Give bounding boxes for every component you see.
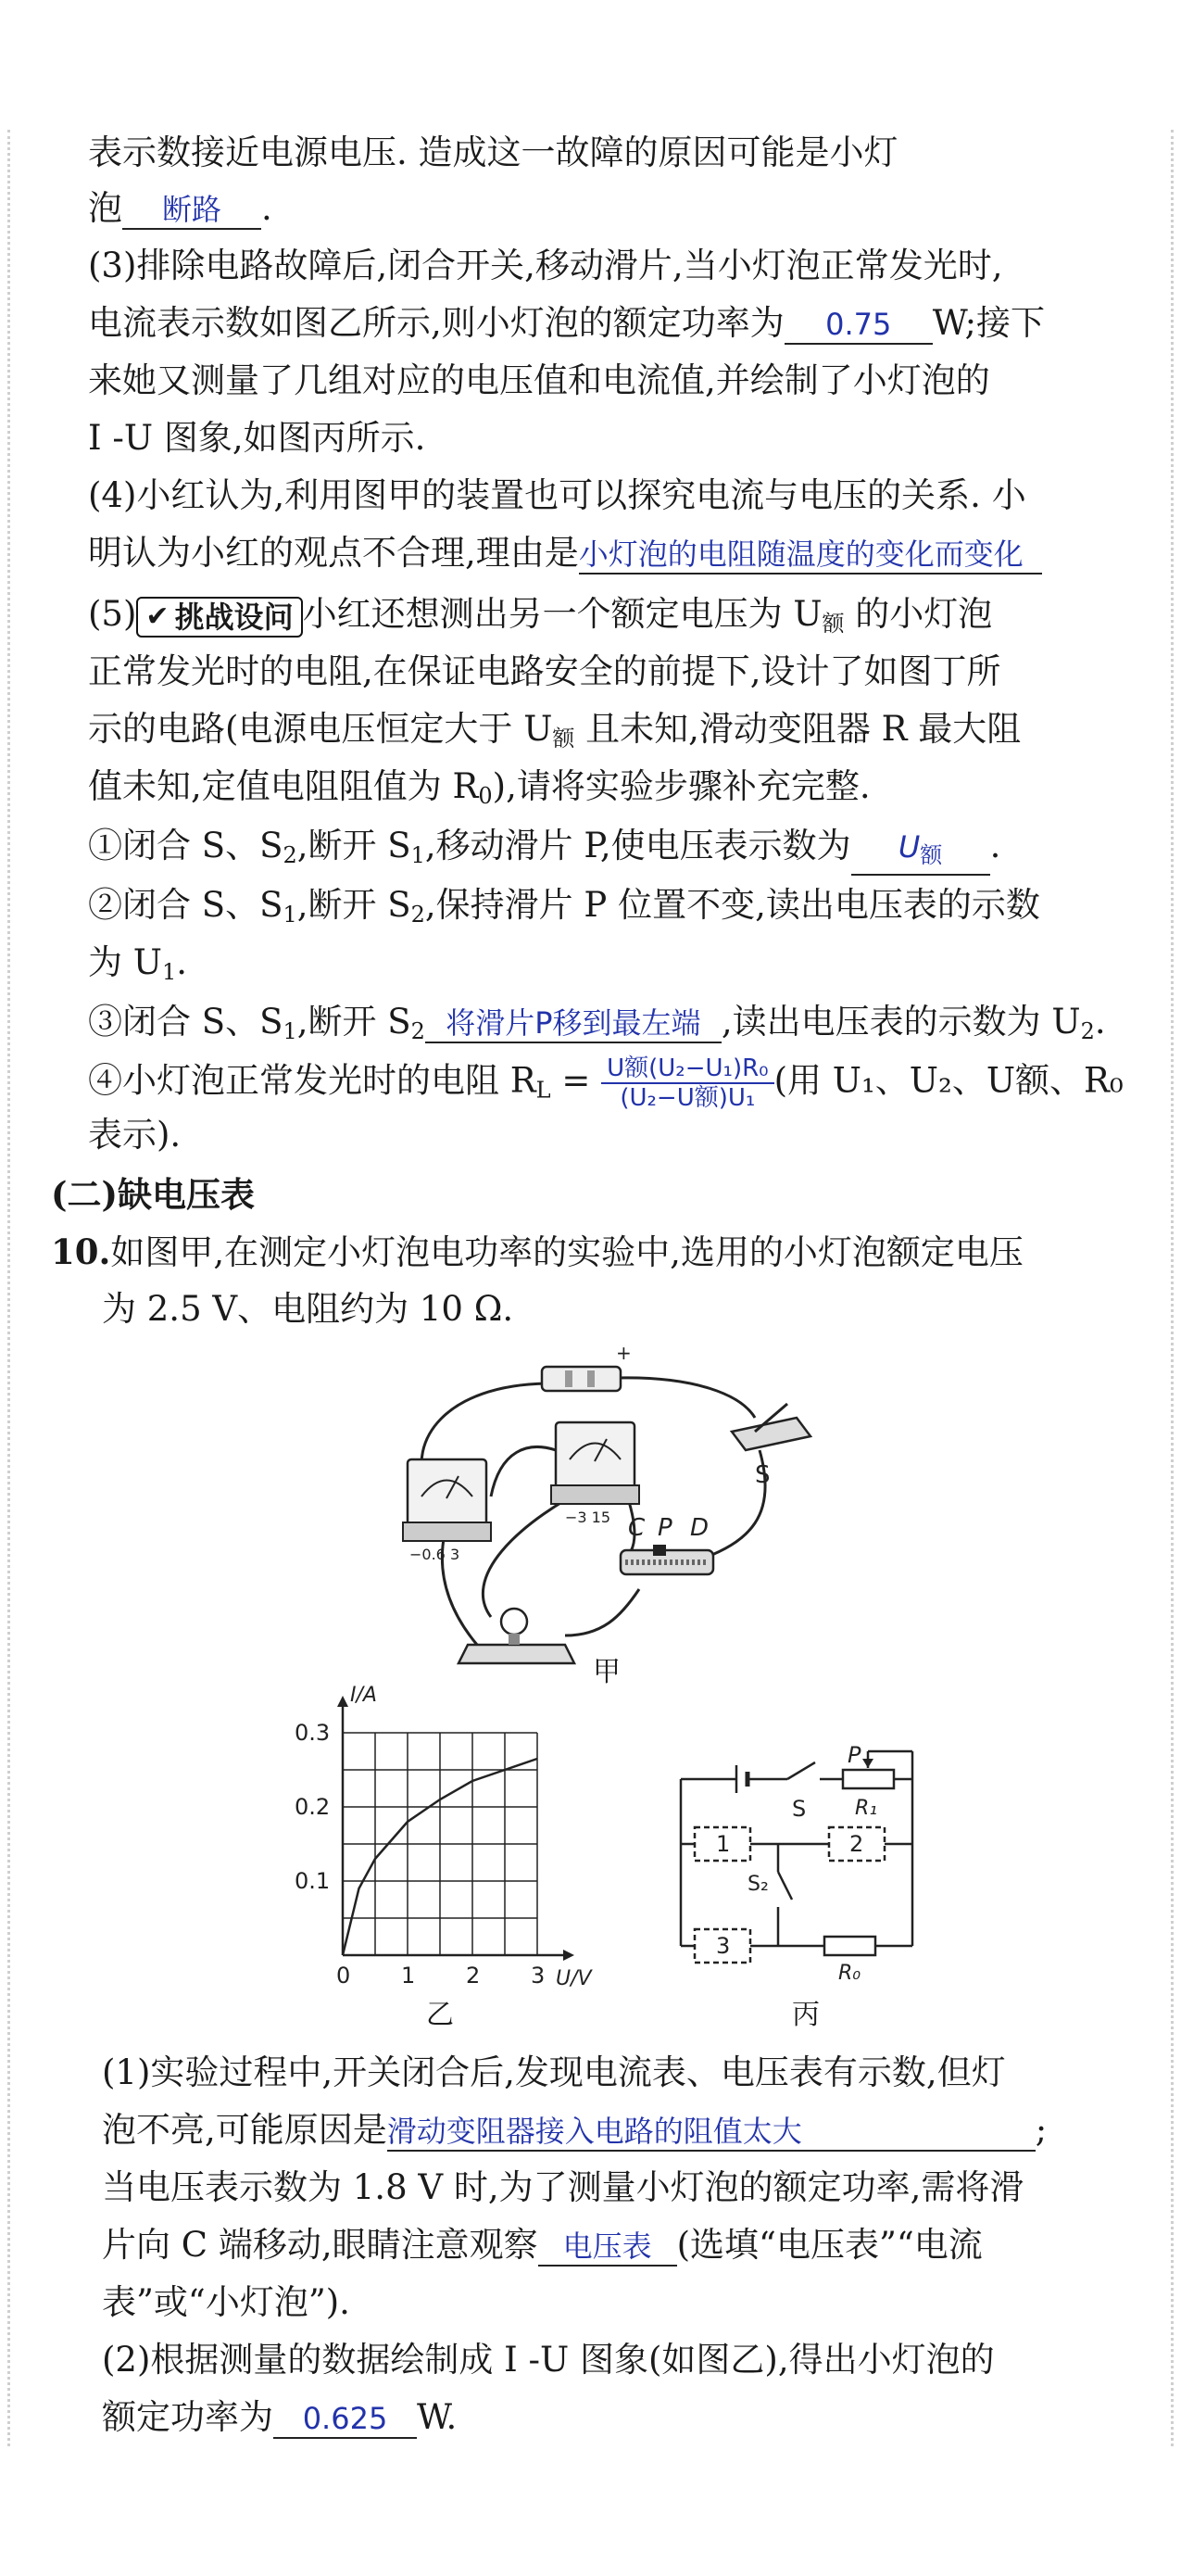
figure-jia-circuit [389, 1339, 852, 1673]
y-axis-label: I/A [350, 1684, 377, 1707]
q9-p5-line-4: 值未知,定值电阻阻值为 $R_0$),请将实验步骤补充完整. [88, 766, 871, 809]
q9-p3-line-2: 电流表示数如图乙所示,则小灯泡的额定功率为 0.75 W;接下 [88, 303, 1046, 343]
q9-p3-line-1: (3)排除电路故障后,闭合开关,移动滑片,当小灯泡正常发光时, [88, 246, 1003, 285]
q9-p5-line-3: 示的电路(电源电压恒定大于 $U_额$ 且未知,滑动变阻器 R 最大阻 [88, 709, 1022, 751]
q9-p5-line-2: 正常发光时的电阻,在保证电路安全的前提下,设计了如图丁所 [88, 651, 1001, 691]
q9-p4-line-2: 明认为小红的观点不合理,理由是小灯泡的电阻随温度的变化而变化 [88, 530, 1042, 576]
battery-plus-label: + [616, 1342, 632, 1364]
y-axis-arrow [337, 1696, 348, 1707]
voltmeter-scale-label: −3 15 [565, 1509, 611, 1526]
figure-yi-caption: 乙 [426, 1999, 454, 2031]
schematic-r1-label: R₁ [855, 1797, 878, 1820]
q10-p1-line-4: 片向 C 端移动,眼睛注意观察 电压表 (选填“电压表”“电流 [102, 2225, 983, 2265]
q10-p2-line-2: 额定功率为 0.625 W. [102, 2397, 458, 2437]
schematic-box-1: 1 [716, 1831, 731, 1857]
challenge-badge: ✔ 挑战设问 [136, 597, 302, 638]
schematic-box-2: 2 [849, 1831, 864, 1857]
q9-step-4-line-2: 表示). [88, 1115, 182, 1155]
q9-line-1: 表示数接近电源电压. 造成这一故障的原因可能是小灯 [88, 133, 898, 172]
q9-step-3: ③闭合 S、$S_1$,断开 $S_2$ 将滑片P移到最左端 ,读出电压表的示数为 $U_2$. [88, 1002, 1106, 1044]
q10-p1-line-2: 泡不亮,可能原因是滑动变阻器接入电路的阻值太大 ; [102, 2110, 1048, 2150]
schematic-p-label: P [848, 1742, 861, 1768]
answer-power: 0.75 [825, 307, 892, 342]
answer-observe: 电压表 [562, 2229, 652, 2264]
q10-line-2: 为 2.5 V、电阻约为 10 Ω. [102, 1289, 514, 1329]
figure-bing-caption: 丙 [792, 1999, 820, 2031]
answer-step3: 将滑片P移到最左端 [446, 1005, 701, 1041]
q10-p1-line-5: 表”或“小灯泡”). [102, 2282, 350, 2322]
section-heading: (二)缺电压表 [51, 1174, 256, 1215]
schematic-box-3: 3 [716, 1933, 731, 1959]
q9-step-4: ④小灯泡正常发光时的电阻 $R_L$ = $\frac{\text{U额(U₂−U₁)R₀}}{\text{(U₂−U额)U₁}}$ (用 U₁、U₂、U额、R₀ [88, 1054, 1124, 1112]
schematic-r0-label: R₀ [838, 1962, 861, 1985]
switch-label: S [755, 1461, 771, 1489]
q9-p3-line-3: 来她又测量了几组对应的电压值和电流值,并绘制了小灯泡的 [88, 360, 990, 400]
answer-resistance-fraction: $\frac{\text{U额(U₂−U₁)R₀}}{\text{(U₂−U额)U₁}}$ [601, 1054, 774, 1112]
figure-bing-schematic [662, 1742, 940, 1983]
q9-p5-line-1: (5) ✔ 挑战设问 小红还想测出另一个额定电压为 $U_额$ 的小灯泡 [88, 591, 992, 647]
rheostat-c-label: C [628, 1514, 646, 1542]
q9-step-2-line-2: 为 $U_1$. [88, 942, 187, 985]
answer-cause: 滑动变阻器接入电路的阻值太大 [386, 2114, 802, 2149]
q9-step-2: ②闭合 S、$S_1$,断开 $S_2$,保持滑片 P 位置不变,读出电压表的示数 [88, 885, 1040, 928]
figure-jia-caption: 甲 [593, 1656, 621, 1688]
answer-power2: 0.625 [302, 2401, 388, 2436]
answer-fault: 断路 [161, 192, 221, 227]
rheostat-d-label: D [690, 1514, 710, 1542]
y-tick-label: 0.2 [295, 1794, 331, 1820]
q10-p2-line-1: (2)根据测量的数据绘制成 I -U 图象(如图乙),得出小灯泡的 [102, 2340, 995, 2380]
ammeter-scale-label: −0.6 3 [409, 1546, 460, 1563]
x-tick-label: 3 [531, 1963, 546, 1989]
figure-yi-iu-chart [287, 1684, 602, 1992]
q10-line-1: 10.如图甲,在测定小灯泡电功率的实验中,选用的小灯泡额定电压 [51, 1231, 1024, 1272]
q9-p4-line-1: (4)小红认为,利用图甲的装置也可以探究电流与电压的关系. 小 [88, 475, 1026, 515]
x-tick-label: 0 [336, 1963, 351, 1989]
q9-p3-line-4: I -U 图象,如图丙所示. [88, 418, 426, 458]
y-tick-label: 0.3 [295, 1720, 331, 1746]
schematic-s-label: S [792, 1796, 807, 1822]
q10-p1-line-1: (1)实验过程中,开关闭合后,发现电流表、电压表有示数,但灯 [102, 2052, 1006, 2092]
q9-step-1: ①闭合 S、$S_2$,断开 $S_1$,移动滑片 P,使电压表示数为 $U_额$ . [88, 823, 1000, 878]
x-tick-label: 2 [466, 1963, 481, 1989]
y-tick-label: 0.1 [295, 1868, 331, 1894]
right-margin-dots [1171, 130, 1174, 2446]
q9-line-2: 泡 断路 . [88, 188, 272, 228]
left-margin-dots [7, 130, 10, 2446]
checkmark-icon: ✔ [145, 600, 170, 633]
x-axis-label: U/V [556, 1967, 592, 1990]
schematic-s2-label: S₂ [748, 1873, 769, 1896]
rheostat-p-label: P [658, 1514, 672, 1542]
x-tick-label: 1 [401, 1963, 416, 1989]
answer-step1: $U_额$ [898, 829, 943, 868]
x-axis-arrow [563, 1950, 574, 1961]
q10-p1-line-3: 当电压表示数为 1.8 V 时,为了测量小灯泡的额定功率,需将滑 [102, 2167, 1024, 2207]
answer-reason: 小灯泡的电阻随温度的变化而变化 [578, 537, 1024, 572]
